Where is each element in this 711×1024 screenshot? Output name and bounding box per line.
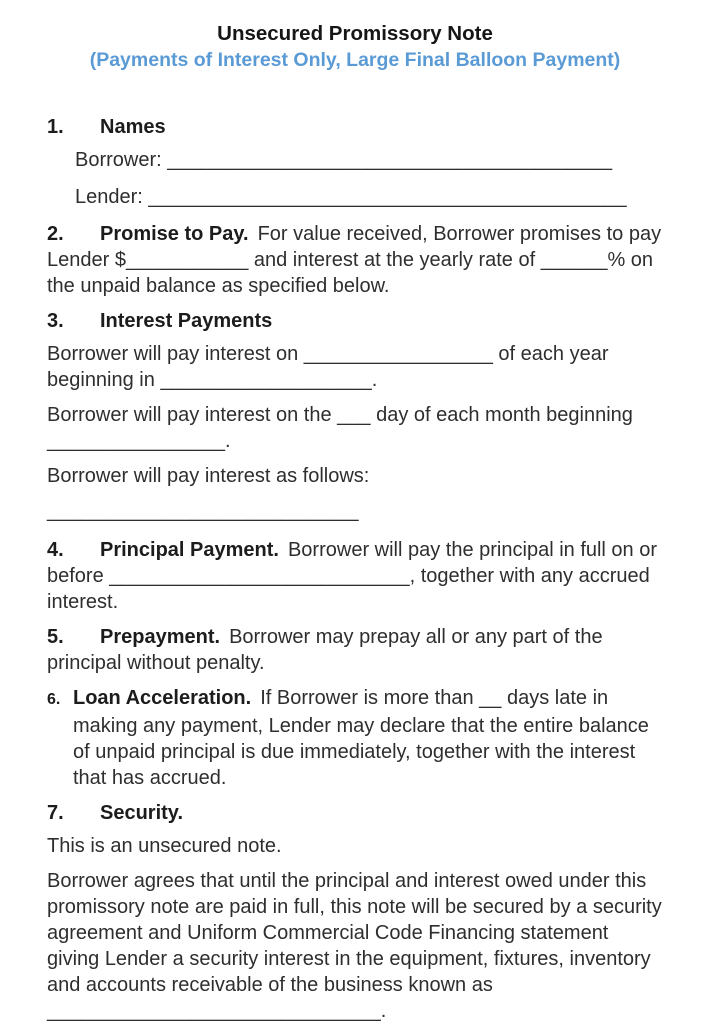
yearly-pre-text: Borrower will pay interest on bbox=[47, 343, 304, 365]
yearly-end-text: . bbox=[371, 369, 378, 391]
yearly-mid-text: of each year beginning in bbox=[47, 343, 609, 391]
principal-lead-text: Borrower will pay the principal in full on or before bbox=[47, 539, 658, 587]
unsecured-note-text: This is an unsecured note. bbox=[47, 835, 282, 857]
business-name-blank: ______________________________ bbox=[47, 1000, 381, 1022]
document-title: Unsecured Promissory Note bbox=[217, 22, 493, 45]
section-heading: Interest Payments bbox=[100, 310, 273, 332]
monthly-day-blank: ___ bbox=[337, 404, 371, 426]
principal-date-blank: ___________________________ bbox=[109, 565, 410, 587]
section-number: 4. bbox=[47, 539, 64, 561]
rate-blank: ______ bbox=[540, 249, 608, 271]
monthly-mid-text: day of each month beginning bbox=[370, 404, 633, 426]
agreement-lead-text: Borrower agrees that until the principal and interest owed under this promissory note are paid in full, this note will be secured by a security agreement and Uniform Commercial Code Financing statement giving Lender a security interest in the equipment, fixtures, inventory and accounts receivable of the business known as bbox=[47, 870, 662, 996]
section-number: 6. bbox=[47, 691, 61, 708]
section-principal-payment bbox=[47, 537, 663, 615]
yearly-begin-blank: ___________________ bbox=[160, 369, 372, 391]
yearly-interest-paragraph bbox=[47, 341, 663, 393]
promise-tail-text: % on the unpaid balance as specified below. bbox=[47, 249, 654, 297]
section-heading: Prepayment. bbox=[100, 626, 221, 648]
borrower-label: Borrower: bbox=[75, 149, 168, 171]
lender-label: Lender: bbox=[75, 186, 149, 208]
monthly-begin-blank: ________________ bbox=[47, 430, 225, 452]
promise-mid-text: and interest at the yearly rate of bbox=[248, 249, 541, 271]
section-number: 5. bbox=[47, 626, 64, 648]
principal-tail-text: , together with any accrued interest. bbox=[47, 565, 650, 613]
section-interest-heading-row bbox=[47, 308, 663, 334]
prepayment-paragraph bbox=[47, 624, 663, 676]
section-heading: Security. bbox=[100, 802, 183, 824]
interest-follows-blank-line bbox=[47, 498, 663, 524]
days-blank: __ bbox=[479, 687, 502, 709]
section-heading: Names bbox=[100, 116, 166, 138]
section-names-heading-row bbox=[47, 114, 663, 140]
section-number: 1. bbox=[47, 116, 64, 138]
agreement-end-text: . bbox=[380, 1000, 387, 1022]
interest-follows-paragraph bbox=[47, 463, 663, 489]
section-heading: Promise to Pay. bbox=[100, 223, 249, 245]
borrower-field bbox=[47, 147, 663, 173]
section-heading: Principal Payment. bbox=[100, 539, 279, 561]
document-subtitle: (Payments of Interest Only, Large Final Balloon Payment) bbox=[89, 49, 621, 71]
security-agreement-paragraph bbox=[47, 868, 663, 1024]
loan-acceleration-paragraph bbox=[47, 685, 663, 791]
promise-to-pay-paragraph bbox=[47, 221, 663, 299]
yearly-date-blank: _________________ bbox=[303, 343, 493, 365]
lender-field bbox=[47, 184, 663, 210]
section-heading: Loan Acceleration. bbox=[73, 687, 252, 709]
section-prepayment bbox=[47, 624, 663, 676]
section-security bbox=[47, 800, 663, 1024]
principal-payment-paragraph bbox=[47, 537, 663, 615]
follows-text: Borrower will pay interest as follows: bbox=[47, 465, 370, 487]
acceleration-tail-text: days late in making any payment, Lender may declare that the entire balance of unpaid principal is due immediately, together with the interest that has accrued. bbox=[73, 687, 649, 789]
section-number: 7. bbox=[47, 802, 64, 824]
section-number: 3. bbox=[47, 310, 64, 332]
amount-blank: ___________ bbox=[125, 249, 249, 271]
prepayment-body-text: Borrower may prepay all or any part of the principal without penalty. bbox=[47, 626, 603, 674]
section-promise-to-pay bbox=[47, 221, 663, 299]
lender-blank: ___________________________________________ bbox=[148, 186, 627, 208]
monthly-end-text: . bbox=[224, 430, 231, 452]
borrower-blank: ________________________________________ bbox=[167, 149, 613, 171]
monthly-interest-paragraph bbox=[47, 402, 663, 454]
promise-lead-text: For value received, Borrower promises to pay Lender $ bbox=[47, 223, 662, 271]
acceleration-lead-text: If Borrower is more than bbox=[260, 687, 480, 709]
follows-blank: ____________________________ bbox=[47, 500, 359, 522]
section-names bbox=[47, 114, 663, 210]
section-number: 2. bbox=[47, 223, 64, 245]
monthly-pre-text: Borrower will pay interest on the bbox=[47, 404, 338, 426]
section-interest-payments bbox=[47, 308, 663, 524]
section-security-heading-row bbox=[47, 800, 663, 826]
section-loan-acceleration bbox=[47, 685, 663, 791]
unsecured-note-paragraph bbox=[47, 833, 663, 859]
